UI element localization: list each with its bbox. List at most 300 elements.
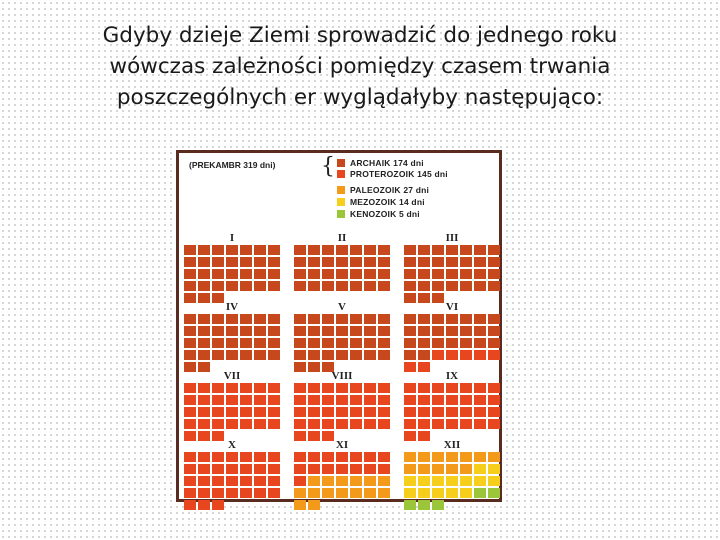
day-cell	[294, 452, 306, 462]
day-cell	[322, 452, 334, 462]
day-cell	[212, 314, 224, 324]
month-label: X	[228, 439, 236, 451]
day-cell	[336, 383, 348, 393]
month-label: IX	[445, 370, 459, 382]
day-cell	[308, 395, 320, 405]
day-cell	[350, 350, 362, 360]
day-cell	[364, 245, 376, 255]
day-cell	[364, 488, 376, 498]
day-cell	[460, 338, 472, 348]
month-block-5	[292, 300, 392, 372]
day-cell	[364, 257, 376, 267]
day-cell	[198, 326, 210, 336]
day-cell	[212, 419, 224, 429]
day-cell	[488, 281, 500, 291]
day-cell	[294, 500, 306, 510]
month-days	[402, 314, 502, 372]
day-cell	[488, 383, 500, 393]
day-cell	[294, 281, 306, 291]
legend-label-archaik: ARCHAIK 174 dni	[350, 158, 424, 168]
day-cell	[432, 350, 444, 360]
month-block-7	[182, 369, 282, 441]
day-cell	[308, 257, 320, 267]
day-cell	[336, 350, 348, 360]
day-cell	[460, 476, 472, 486]
day-cell	[474, 245, 486, 255]
day-cell	[350, 383, 362, 393]
day-cell	[378, 338, 390, 348]
legend-swatch-kenozoik	[337, 210, 345, 218]
day-cell	[460, 383, 472, 393]
legend-label-proterozoik: PROTEROZOIK 145 dni	[350, 169, 448, 179]
day-cell	[378, 383, 390, 393]
day-cell	[378, 257, 390, 267]
day-cell	[418, 395, 430, 405]
day-cell	[322, 338, 334, 348]
day-cell	[460, 407, 472, 417]
day-cell	[474, 383, 486, 393]
day-cell	[488, 350, 500, 360]
day-cell	[364, 407, 376, 417]
day-cell	[212, 500, 224, 510]
day-cell	[350, 488, 362, 498]
legend-swatch-proterozoik	[337, 170, 345, 178]
day-cell	[418, 419, 430, 429]
month-block-4	[182, 300, 282, 372]
day-cell	[460, 314, 472, 324]
day-cell	[268, 395, 280, 405]
day-cell	[418, 257, 430, 267]
day-cell	[418, 269, 430, 279]
day-cell	[198, 245, 210, 255]
day-cell	[226, 257, 238, 267]
day-cell	[212, 476, 224, 486]
day-cell	[226, 245, 238, 255]
day-cell	[184, 314, 196, 324]
day-cell	[488, 338, 500, 348]
day-cell	[488, 488, 500, 498]
day-cell	[322, 281, 334, 291]
day-cell	[322, 245, 334, 255]
day-cell	[226, 476, 238, 486]
day-cell	[198, 476, 210, 486]
legend-swatch-archaik	[337, 159, 345, 167]
day-cell	[460, 452, 472, 462]
day-cell	[364, 419, 376, 429]
month-days	[182, 383, 282, 441]
day-cell	[308, 350, 320, 360]
month-label: VIII	[331, 370, 353, 382]
day-cell	[198, 395, 210, 405]
day-cell	[474, 338, 486, 348]
day-cell	[364, 476, 376, 486]
day-cell	[488, 269, 500, 279]
day-cell	[404, 245, 416, 255]
day-cell	[184, 350, 196, 360]
day-cell	[184, 326, 196, 336]
month-label: II	[337, 232, 347, 244]
day-cell	[404, 338, 416, 348]
day-cell	[418, 350, 430, 360]
day-cell	[474, 257, 486, 267]
day-cell	[336, 281, 348, 291]
day-cell	[378, 419, 390, 429]
day-cell	[240, 281, 252, 291]
month-label: VII	[223, 370, 241, 382]
day-cell	[350, 269, 362, 279]
day-cell	[404, 257, 416, 267]
day-cell	[212, 326, 224, 336]
day-cell	[336, 476, 348, 486]
month-block-6	[402, 300, 502, 372]
day-cell	[336, 326, 348, 336]
day-cell	[198, 419, 210, 429]
day-cell	[446, 476, 458, 486]
day-cell	[198, 257, 210, 267]
day-cell	[226, 395, 238, 405]
day-cell	[226, 269, 238, 279]
day-cell	[474, 395, 486, 405]
day-cell	[404, 407, 416, 417]
day-cell	[404, 488, 416, 498]
month-label: XI	[335, 439, 349, 451]
day-cell	[184, 245, 196, 255]
day-cell	[184, 383, 196, 393]
day-cell	[212, 338, 224, 348]
day-cell	[336, 452, 348, 462]
day-cell	[240, 419, 252, 429]
day-cell	[460, 464, 472, 474]
day-cell	[198, 314, 210, 324]
day-cell	[432, 281, 444, 291]
day-cell	[336, 257, 348, 267]
day-cell	[308, 407, 320, 417]
day-cell	[378, 281, 390, 291]
day-cell	[254, 452, 266, 462]
month-days	[292, 383, 392, 441]
day-cell	[308, 452, 320, 462]
day-cell	[212, 269, 224, 279]
day-cell	[240, 488, 252, 498]
day-cell	[364, 350, 376, 360]
legend-swatch-mezozoik	[337, 198, 345, 206]
day-cell	[364, 281, 376, 291]
day-cell	[308, 245, 320, 255]
day-cell	[184, 419, 196, 429]
day-cell	[378, 269, 390, 279]
day-cell	[446, 395, 458, 405]
month-label: VI	[445, 301, 459, 313]
day-cell	[294, 419, 306, 429]
day-cell	[474, 269, 486, 279]
day-cell	[418, 383, 430, 393]
day-cell	[446, 407, 458, 417]
day-cell	[268, 419, 280, 429]
day-cell	[432, 476, 444, 486]
day-cell	[198, 281, 210, 291]
day-cell	[226, 281, 238, 291]
day-cell	[198, 350, 210, 360]
day-cell	[268, 257, 280, 267]
title-line-3: poszczególnych er wyglądałyby następująco:	[116, 85, 604, 110]
day-cell	[446, 314, 458, 324]
day-cell	[350, 338, 362, 348]
day-cell	[474, 464, 486, 474]
day-cell	[364, 452, 376, 462]
day-cell	[322, 407, 334, 417]
day-cell	[432, 395, 444, 405]
day-cell	[212, 350, 224, 360]
day-cell	[184, 464, 196, 474]
day-cell	[378, 395, 390, 405]
day-cell	[418, 245, 430, 255]
day-cell	[350, 395, 362, 405]
day-cell	[322, 395, 334, 405]
day-cell	[418, 281, 430, 291]
day-cell	[364, 269, 376, 279]
day-cell	[212, 257, 224, 267]
day-cell	[446, 281, 458, 291]
day-cell	[294, 476, 306, 486]
day-cell	[488, 314, 500, 324]
day-cell	[294, 257, 306, 267]
day-cell	[378, 314, 390, 324]
day-cell	[226, 338, 238, 348]
day-cell	[240, 338, 252, 348]
day-cell	[254, 407, 266, 417]
month-days	[292, 452, 392, 510]
month-label: III	[445, 232, 459, 244]
day-cell	[240, 452, 252, 462]
day-cell	[212, 488, 224, 498]
day-cell	[418, 326, 430, 336]
day-cell	[418, 314, 430, 324]
month-block-10	[182, 438, 282, 510]
day-cell	[198, 269, 210, 279]
day-cell	[446, 338, 458, 348]
day-cell	[378, 488, 390, 498]
day-cell	[432, 245, 444, 255]
day-cell	[268, 269, 280, 279]
day-cell	[474, 419, 486, 429]
day-cell	[268, 281, 280, 291]
month-days	[182, 452, 282, 510]
day-cell	[378, 464, 390, 474]
day-cell	[268, 452, 280, 462]
day-cell	[336, 488, 348, 498]
day-cell	[404, 452, 416, 462]
day-cell	[254, 314, 266, 324]
day-cell	[378, 350, 390, 360]
slide-title	[20, 20, 700, 113]
day-cell	[322, 326, 334, 336]
day-cell	[226, 326, 238, 336]
day-cell	[198, 500, 210, 510]
day-cell	[488, 395, 500, 405]
day-cell	[254, 326, 266, 336]
legend-swatch-paleozoik	[337, 186, 345, 194]
day-cell	[350, 281, 362, 291]
month-block-1	[182, 231, 282, 303]
day-cell	[432, 407, 444, 417]
legend-item-mezozoik	[337, 197, 425, 207]
day-cell	[336, 269, 348, 279]
day-cell	[432, 257, 444, 267]
day-cell	[474, 488, 486, 498]
day-cell	[350, 314, 362, 324]
day-cell	[378, 407, 390, 417]
day-cell	[254, 257, 266, 267]
day-cell	[212, 245, 224, 255]
day-cell	[404, 464, 416, 474]
day-cell	[446, 326, 458, 336]
legend-label-kenozoik: KENOZOIK 5 dni	[350, 209, 420, 219]
day-cell	[184, 257, 196, 267]
day-cell	[268, 383, 280, 393]
day-cell	[350, 419, 362, 429]
day-cell	[268, 488, 280, 498]
day-cell	[268, 314, 280, 324]
day-cell	[446, 464, 458, 474]
day-cell	[226, 383, 238, 393]
legend-item-archaik	[337, 158, 424, 168]
day-cell	[474, 452, 486, 462]
day-cell	[474, 407, 486, 417]
day-cell	[294, 407, 306, 417]
day-cell	[488, 257, 500, 267]
legend-brace: {	[321, 154, 335, 179]
day-cell	[474, 326, 486, 336]
day-cell	[378, 245, 390, 255]
legend-item-paleozoik	[337, 185, 429, 195]
day-cell	[460, 245, 472, 255]
day-cell	[474, 476, 486, 486]
day-cell	[364, 338, 376, 348]
day-cell	[404, 326, 416, 336]
day-cell	[294, 464, 306, 474]
day-cell	[350, 407, 362, 417]
day-cell	[364, 464, 376, 474]
day-cell	[432, 500, 444, 510]
day-cell	[322, 464, 334, 474]
day-cell	[240, 395, 252, 405]
day-cell	[198, 383, 210, 393]
day-cell	[226, 350, 238, 360]
month-label: I	[229, 232, 235, 244]
day-cell	[254, 464, 266, 474]
day-cell	[198, 407, 210, 417]
day-cell	[308, 269, 320, 279]
day-cell	[322, 314, 334, 324]
day-cell	[294, 488, 306, 498]
day-cell	[404, 383, 416, 393]
day-cell	[488, 407, 500, 417]
day-cell	[378, 476, 390, 486]
day-cell	[254, 476, 266, 486]
day-cell	[184, 488, 196, 498]
day-cell	[268, 326, 280, 336]
day-cell	[322, 257, 334, 267]
day-cell	[294, 245, 306, 255]
day-cell	[184, 395, 196, 405]
day-cell	[308, 464, 320, 474]
day-cell	[446, 350, 458, 360]
day-cell	[294, 269, 306, 279]
day-cell	[404, 269, 416, 279]
day-cell	[212, 452, 224, 462]
day-cell	[350, 257, 362, 267]
day-cell	[350, 245, 362, 255]
day-cell	[254, 488, 266, 498]
day-cell	[240, 476, 252, 486]
day-cell	[336, 407, 348, 417]
day-cell	[460, 281, 472, 291]
year-calendar-diagram	[176, 150, 502, 502]
day-cell	[474, 281, 486, 291]
day-cell	[432, 314, 444, 324]
day-cell	[308, 314, 320, 324]
day-cell	[240, 383, 252, 393]
day-cell	[240, 245, 252, 255]
legend-prekambr-label: (PREKAMBR 319 dni)	[189, 160, 276, 170]
day-cell	[212, 281, 224, 291]
day-cell	[184, 338, 196, 348]
day-cell	[240, 407, 252, 417]
day-cell	[308, 383, 320, 393]
day-cell	[322, 383, 334, 393]
day-cell	[308, 500, 320, 510]
day-cell	[432, 326, 444, 336]
day-cell	[418, 500, 430, 510]
month-days	[182, 245, 282, 303]
day-cell	[254, 281, 266, 291]
day-cell	[432, 452, 444, 462]
day-cell	[364, 383, 376, 393]
day-cell	[446, 488, 458, 498]
day-cell	[308, 476, 320, 486]
day-cell	[198, 488, 210, 498]
title-line-2: wówczas zależności pomiędzy czasem trwania	[109, 54, 611, 79]
day-cell	[460, 257, 472, 267]
month-days	[182, 314, 282, 372]
month-label: IV	[225, 301, 239, 313]
day-cell	[432, 383, 444, 393]
day-cell	[488, 419, 500, 429]
day-cell	[212, 395, 224, 405]
day-cell	[240, 314, 252, 324]
month-label: V	[338, 301, 346, 313]
day-cell	[460, 326, 472, 336]
day-cell	[322, 476, 334, 486]
day-cell	[404, 314, 416, 324]
day-cell	[294, 383, 306, 393]
day-cell	[226, 407, 238, 417]
day-cell	[268, 476, 280, 486]
day-cell	[254, 419, 266, 429]
day-cell	[226, 464, 238, 474]
day-cell	[240, 269, 252, 279]
day-cell	[254, 338, 266, 348]
day-cell	[460, 419, 472, 429]
day-cell	[184, 269, 196, 279]
month-block-2	[292, 231, 392, 291]
day-cell	[364, 395, 376, 405]
day-cell	[446, 269, 458, 279]
day-cell	[226, 452, 238, 462]
day-cell	[460, 269, 472, 279]
day-cell	[254, 269, 266, 279]
day-cell	[378, 452, 390, 462]
